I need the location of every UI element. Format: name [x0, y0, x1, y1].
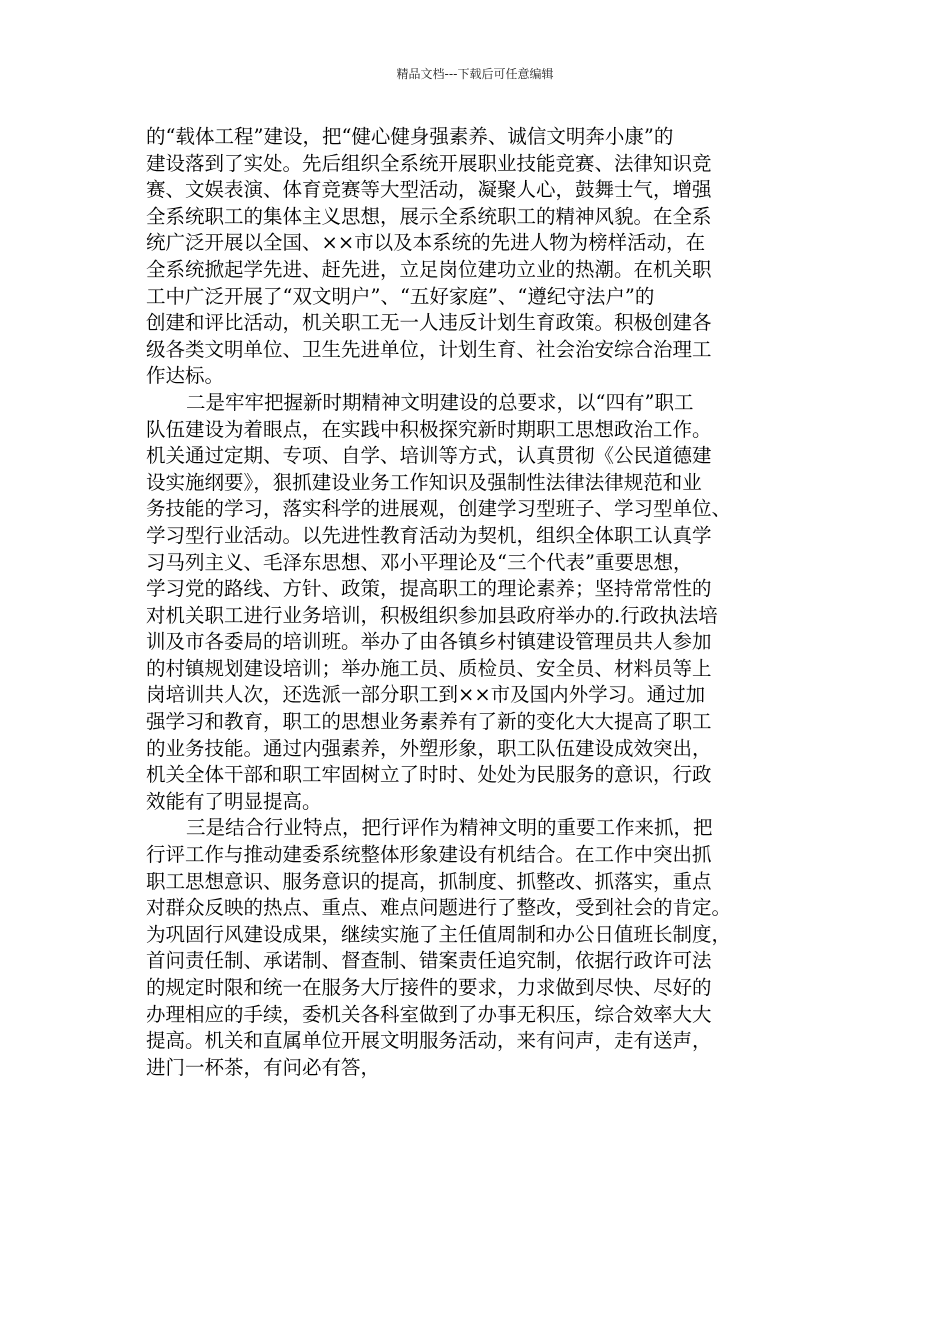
text-line: 三是结合行业特点，把行评作为精神文明的重要工作来抓，把 — [186, 816, 713, 840]
text-line: 对群众反映的热点、重点、难点问题进行了整改，受到社会的肯定。 — [146, 896, 732, 920]
text-line: 办理相应的手续，委机关各科室做到了办事无积压，综合效率大大 — [146, 1002, 712, 1026]
text-line: 首问责任制、承诺制、督查制、错案责任追究制，依据行政许可法 — [146, 949, 712, 973]
text-line: 的“载体工程”建设，把“健心健身强素养、诚信文明奔小康”的 — [146, 125, 674, 148]
text-line: 赛、文娱表演、体育竞赛等大型活动，凝聚人心，鼓舞士气，增强 — [146, 178, 712, 202]
text-line: 效能有了明显提高。 — [146, 789, 322, 813]
text-line: 为巩固行风建设成果，继续实施了主任值周制和办公日值班长制度， — [146, 922, 732, 946]
text-line: 建设落到了实处。先后组织全系统开展职业技能竞赛、法律知识竞 — [146, 151, 712, 175]
text-line: 行评工作与推动建委系统整体形象建设有机结合。在工作中突出抓 — [146, 843, 712, 867]
text-line: 队伍建设为着眼点，在实践中积极探究新时期职工思想政治工作。 — [146, 417, 712, 441]
text-line: 职工思想意识、服务意识的提高，抓制度、抓整改、抓落实，重点 — [146, 869, 712, 893]
paragraph-1 — [146, 124, 826, 390]
paragraph-2 — [146, 390, 826, 816]
text-line: 创建和评比活动，机关职工无一人违反计划生育政策。积极创建各 — [146, 311, 712, 335]
text-line: 全系统掀起学先进、赶先进，立足岗位建功立业的热潮。在机关职 — [146, 257, 712, 281]
text-line: 习马列主义、毛泽东思想、邓小平理论及“三个代表”重要思想， — [146, 550, 693, 574]
page-header: 精品文档---下载后可任意编辑 — [396, 67, 554, 81]
text-line: 全系统职工的集体主义思想，展示全系统职工的精神风貌。在全系 — [146, 204, 712, 228]
text-line: 级各类文明单位、卫生先进单位，计划生育、社会治安综合治理工 — [146, 337, 712, 361]
text-line: 机关全体干部和职工牢固树立了时时、处处为民服务的意识，行政 — [146, 763, 712, 787]
text-line: 学习党的路线、方针、政策，提高职工的理论素养；坚持常常性的 — [146, 577, 712, 601]
paragraph-3 — [146, 815, 826, 1081]
text-line: 训及市各委局的培训班。举办了由各镇乡村镇建设管理员共人参加 — [146, 630, 712, 654]
text-line: 学习型行业活动。以先进性教育活动为契机，组织全体职工认真学 — [146, 523, 712, 547]
text-line: 工中广泛开展了“双文明户”、“五好家庭”、“遵纪守法户”的 — [146, 284, 655, 308]
text-line: 对机关职工进行业务培训，积极组织参加县政府举办的.行政执法培 — [146, 603, 718, 627]
text-line: 设实施纲要》，狠抓建设业务工作知识及强制性法律法律规范和业 — [146, 470, 702, 494]
text-line: 二是牢牢把握新时期精神文明建设的总要求，以“四有”职工 — [186, 390, 694, 414]
text-line: 的规定时限和统一在服务大厅接件的要求，力求做到尽快、尽好的 — [146, 976, 712, 999]
text-line: 的村镇规划建设培训；举办施工员、质检员、安全员、材料员等上 — [146, 656, 712, 680]
text-line: 机关通过定期、专项、自学、培训等方式，认真贯彻《公民道德建 — [146, 444, 712, 468]
text-line: 统广泛开展以全国、××市以及本系统的先进人物为榜样活动，在 — [146, 231, 706, 255]
text-line: 作达标。 — [146, 364, 225, 388]
text-line: 务技能的学习，落实科学的进展观，创建学习型班子、学习型单位、 — [146, 497, 732, 521]
document-body — [146, 124, 826, 1081]
text-line: 的业务技能。通过内强素养，外塑形象，职工队伍建设成效突出， — [146, 736, 712, 760]
text-line: 进门一杯茶，有问必有答， — [146, 1055, 381, 1079]
text-line: 强学习和教育，职工的思想业务素养有了新的变化大大提高了职工 — [146, 710, 712, 734]
text-line: 岗培训共人次，还选派一部分职工到××市及国内外学习。通过加 — [146, 683, 706, 707]
text-line: 提高。机关和直属单位开展文明服务活动，来有问声，走有送声， — [146, 1029, 712, 1053]
